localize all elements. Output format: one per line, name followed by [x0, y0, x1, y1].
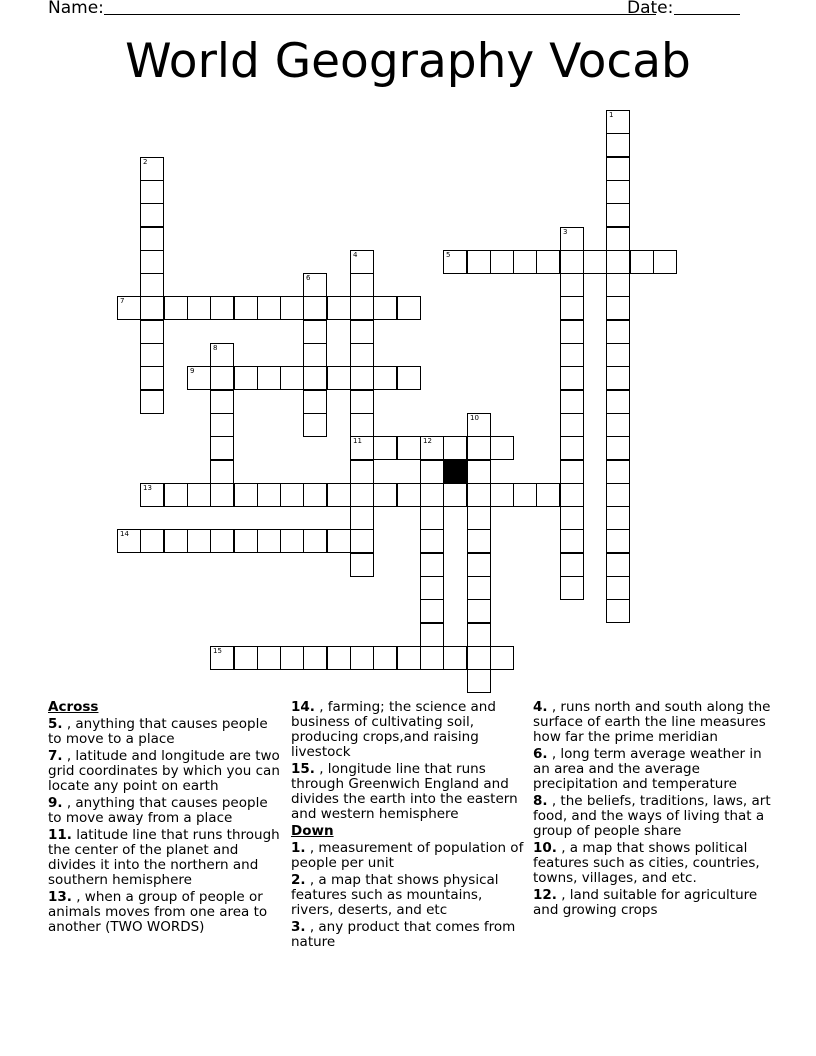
grid-cell[interactable]	[443, 646, 467, 670]
clue-number: 14.	[291, 699, 315, 715]
clue-text: , anything that causes people to move away from a place	[48, 795, 268, 826]
grid-cell[interactable]	[606, 320, 630, 344]
grid-cell[interactable]	[443, 436, 467, 460]
grid-cell[interactable]	[397, 296, 421, 320]
clue-down-2	[291, 873, 527, 918]
grid-cell[interactable]	[350, 646, 374, 670]
grid-cell[interactable]	[420, 576, 444, 600]
grid-cell[interactable]	[210, 529, 234, 553]
grid-cell[interactable]	[560, 529, 584, 553]
grid-cell[interactable]	[164, 483, 188, 507]
grid-cell[interactable]	[234, 483, 258, 507]
grid-cell[interactable]	[234, 529, 258, 553]
grid-cell[interactable]	[420, 483, 444, 507]
page-title: World Geography Vocab	[125, 34, 691, 89]
grid-cell[interactable]	[560, 273, 584, 297]
grid-cell[interactable]	[280, 296, 304, 320]
grid-cell[interactable]	[280, 366, 304, 390]
clue-text: , the beliefs, traditions, laws, art food, and the ways of living that a group of people share	[533, 793, 771, 839]
grid-cell[interactable]	[606, 250, 630, 274]
grid-cell[interactable]	[350, 460, 374, 484]
grid-cell[interactable]	[490, 250, 514, 274]
grid-cell[interactable]	[350, 529, 374, 553]
grid-cell[interactable]	[606, 296, 630, 320]
clue-number: 4.	[533, 699, 548, 715]
grid-cell[interactable]	[303, 273, 327, 297]
grid-cell[interactable]	[606, 390, 630, 414]
grid-cell[interactable]	[560, 506, 584, 530]
grid-cell[interactable]	[140, 203, 164, 227]
clue-across-11	[48, 828, 284, 888]
grid-cell[interactable]	[443, 250, 467, 274]
clue-down-3	[291, 920, 527, 950]
grid-cell[interactable]	[140, 296, 164, 320]
grid-cell[interactable]	[560, 436, 584, 460]
grid-cell[interactable]	[443, 483, 467, 507]
grid-cell[interactable]	[257, 483, 281, 507]
grid-cell[interactable]	[373, 483, 397, 507]
grid-cell[interactable]	[350, 390, 374, 414]
grid-cell[interactable]	[350, 483, 374, 507]
grid-cell[interactable]	[140, 483, 164, 507]
blocked-cell	[443, 460, 467, 484]
grid-cell[interactable]	[606, 133, 630, 157]
grid-cell[interactable]	[210, 436, 234, 460]
grid-cell[interactable]	[210, 646, 234, 670]
grid-cell[interactable]	[117, 529, 141, 553]
grid-cell[interactable]	[606, 227, 630, 251]
clue-number-label: 15	[213, 647, 222, 655]
name-label: Name:	[48, 0, 104, 18]
grid-cell[interactable]	[140, 529, 164, 553]
clue-column-2	[291, 700, 527, 952]
clue-number: 1.	[291, 840, 306, 856]
clue-text: , measurement of population of people per unit	[291, 840, 524, 871]
grid-cell[interactable]	[140, 343, 164, 367]
grid-cell[interactable]	[140, 273, 164, 297]
clue-text: , when a group of people or animals moves from one area to another (TWO WORDS)	[48, 889, 268, 935]
grid-cell[interactable]	[350, 366, 374, 390]
grid-cell[interactable]	[350, 273, 374, 297]
grid-cell[interactable]	[467, 623, 491, 647]
grid-cell[interactable]	[467, 250, 491, 274]
grid-cell[interactable]	[467, 436, 491, 460]
grid-cell[interactable]	[373, 646, 397, 670]
clue-down-12	[533, 888, 773, 918]
clue-number-label: 14	[120, 530, 129, 538]
clue-down-1	[291, 841, 527, 871]
grid-cell[interactable]	[560, 296, 584, 320]
clue-text: , a map that shows political features such as cities, countries, towns, villages, and etc.	[533, 840, 760, 886]
clue-number: 6.	[533, 746, 548, 762]
grid-cell[interactable]	[140, 157, 164, 181]
clue-text: , farming; the science and business of cultivating soil, producing crops,and raising livestock	[291, 699, 496, 760]
grid-cell[interactable]	[140, 390, 164, 414]
clue-across-15	[291, 762, 527, 822]
clue-number: 13.	[48, 889, 72, 905]
clue-number: 5.	[48, 716, 63, 732]
clue-number: 3.	[291, 919, 306, 935]
grid-cell[interactable]	[606, 110, 630, 134]
clue-down-10	[533, 841, 773, 886]
grid-cell[interactable]	[303, 390, 327, 414]
grid-cell[interactable]	[373, 366, 397, 390]
grid-cell[interactable]	[606, 506, 630, 530]
down-heading: Down	[291, 823, 334, 839]
clue-text: , long term average weather in an area and the average precipitation and temperature	[533, 746, 762, 792]
grid-cell[interactable]	[560, 390, 584, 414]
date-label: Date:	[627, 0, 674, 18]
grid-cell[interactable]	[560, 343, 584, 367]
grid-cell[interactable]	[606, 366, 630, 390]
grid-cell[interactable]	[303, 413, 327, 437]
clue-across-13	[48, 890, 284, 935]
grid-cell[interactable]	[560, 250, 584, 274]
clue-across-5	[48, 717, 284, 747]
grid-cell[interactable]	[140, 180, 164, 204]
grid-cell[interactable]	[420, 599, 444, 623]
grid-cell[interactable]	[606, 343, 630, 367]
grid-cell[interactable]	[350, 506, 374, 530]
grid-cell[interactable]	[420, 646, 444, 670]
grid-cell[interactable]	[606, 203, 630, 227]
grid-cell[interactable]	[606, 436, 630, 460]
grid-cell[interactable]	[490, 646, 514, 670]
grid-cell[interactable]	[187, 483, 211, 507]
grid-cell[interactable]	[560, 320, 584, 344]
grid-cell[interactable]	[210, 366, 234, 390]
grid-cell[interactable]	[350, 553, 374, 577]
clue-number-label: 9	[190, 367, 195, 375]
grid-cell[interactable]	[164, 296, 188, 320]
grid-cell[interactable]	[373, 436, 397, 460]
grid-cell[interactable]	[560, 553, 584, 577]
grid-cell[interactable]	[606, 576, 630, 600]
clue-text: , latitude and longitude are two grid coordinates by which you can locate any point on earth	[48, 748, 280, 794]
grid-cell[interactable]	[397, 646, 421, 670]
grid-cell[interactable]	[420, 553, 444, 577]
clue-text: , land suitable for agriculture and growing crops	[533, 887, 758, 918]
grid-cell[interactable]	[257, 366, 281, 390]
clue-column-3	[533, 700, 773, 920]
grid-cell[interactable]	[560, 576, 584, 600]
grid-cell[interactable]	[606, 413, 630, 437]
grid-cell[interactable]	[467, 669, 491, 693]
grid-cell[interactable]	[606, 460, 630, 484]
grid-cell[interactable]	[210, 460, 234, 484]
grid-cell[interactable]	[234, 366, 258, 390]
clue-number: 10.	[533, 840, 557, 856]
clue-text: , any product that comes from nature	[291, 919, 516, 950]
grid-cell[interactable]	[140, 366, 164, 390]
clue-number-label: 7	[120, 297, 125, 305]
grid-cell[interactable]	[303, 366, 327, 390]
grid-cell[interactable]	[327, 296, 351, 320]
grid-cell[interactable]	[280, 646, 304, 670]
clue-number: 12.	[533, 887, 557, 903]
grid-cell[interactable]	[140, 250, 164, 274]
grid-cell[interactable]	[350, 250, 374, 274]
clue-number-label: 5	[446, 251, 451, 259]
grid-cell[interactable]	[327, 366, 351, 390]
grid-cell[interactable]	[420, 436, 444, 460]
grid-cell[interactable]	[350, 413, 374, 437]
grid-cell[interactable]	[560, 227, 584, 251]
clue-down-8	[533, 794, 773, 839]
grid-cell[interactable]	[210, 296, 234, 320]
clue-number-label: 8	[213, 344, 218, 352]
clue-text: , anything that causes people to move to a place	[48, 716, 268, 747]
grid-cell[interactable]	[280, 483, 304, 507]
grid-cell[interactable]	[490, 436, 514, 460]
clue-number-label: 13	[143, 484, 152, 492]
clue-across-7	[48, 749, 284, 794]
grid-cell[interactable]	[117, 296, 141, 320]
grid-cell[interactable]	[187, 366, 211, 390]
clues-section	[0, 700, 816, 1040]
grid-cell[interactable]	[210, 343, 234, 367]
grid-cell[interactable]	[606, 483, 630, 507]
clue-number-label: 11	[353, 437, 362, 445]
grid-cell[interactable]	[327, 646, 351, 670]
grid-cell[interactable]	[397, 366, 421, 390]
clue-column-1	[48, 700, 284, 937]
grid-cell[interactable]	[234, 646, 258, 670]
grid-cell[interactable]	[467, 646, 491, 670]
clue-text: , longitude line that runs through Greenwich England and divides the earth into the eastern and western hemisphere	[291, 761, 518, 822]
grid-cell[interactable]	[513, 483, 537, 507]
grid-cell[interactable]	[257, 529, 281, 553]
clue-number-label: 2	[143, 158, 148, 166]
grid-cell[interactable]	[257, 296, 281, 320]
grid-cell[interactable]	[467, 599, 491, 623]
grid-cell[interactable]	[187, 296, 211, 320]
grid-cell[interactable]	[397, 483, 421, 507]
clue-across-9	[48, 796, 284, 826]
clue-number-label: 6	[306, 274, 311, 282]
grid-cell[interactable]	[630, 250, 654, 274]
grid-cell[interactable]	[303, 343, 327, 367]
clue-text: , runs north and south along the surface of earth the line measures how far the prime meridian	[533, 699, 771, 745]
grid-cell[interactable]	[350, 343, 374, 367]
grid-cell[interactable]	[164, 529, 188, 553]
grid-cell[interactable]	[606, 599, 630, 623]
grid-cell[interactable]	[303, 529, 327, 553]
grid-cell[interactable]	[467, 553, 491, 577]
grid-cell[interactable]	[606, 529, 630, 553]
grid-cell[interactable]	[280, 529, 304, 553]
clue-across-14	[291, 700, 527, 760]
grid-cell[interactable]	[467, 506, 491, 530]
grid-cell[interactable]	[420, 506, 444, 530]
grid-cell[interactable]	[490, 483, 514, 507]
grid-cell[interactable]	[140, 227, 164, 251]
grid-cell[interactable]	[397, 436, 421, 460]
grid-cell[interactable]	[467, 460, 491, 484]
clue-number-label: 10	[470, 414, 479, 422]
grid-cell[interactable]	[210, 483, 234, 507]
grid-cell[interactable]	[467, 483, 491, 507]
clue-text: , a map that shows physical features such as mountains, rivers, deserts, and etc	[291, 872, 499, 918]
grid-cell[interactable]	[210, 413, 234, 437]
clue-number: 15.	[291, 761, 315, 777]
clue-number-label: 12	[423, 437, 432, 445]
grid-cell[interactable]	[350, 436, 374, 460]
grid-cell[interactable]	[327, 529, 351, 553]
grid-cell[interactable]	[467, 529, 491, 553]
grid-cell[interactable]	[653, 250, 677, 274]
across-heading: Across	[48, 699, 99, 715]
grid-cell[interactable]	[420, 460, 444, 484]
clue-number-label: 3	[563, 228, 568, 236]
grid-cell[interactable]	[513, 250, 537, 274]
clue-number: 7.	[48, 748, 63, 764]
clue-number-label: 4	[353, 251, 358, 259]
grid-cell[interactable]	[560, 483, 584, 507]
grid-cell[interactable]	[467, 413, 491, 437]
clue-text: latitude line that runs through the center of the planet and divides it into the northern and southern hemisphere	[48, 827, 280, 888]
grid-cell[interactable]	[303, 296, 327, 320]
grid-cell[interactable]	[303, 483, 327, 507]
clue-number: 2.	[291, 872, 306, 888]
grid-cell[interactable]	[210, 390, 234, 414]
grid-cell[interactable]	[350, 296, 374, 320]
grid-cell[interactable]	[234, 296, 258, 320]
clue-number-label: 1	[609, 111, 614, 119]
grid-cell[interactable]	[257, 646, 281, 670]
grid-cell[interactable]	[583, 250, 607, 274]
grid-cell[interactable]	[327, 483, 351, 507]
grid-cell[interactable]	[536, 250, 560, 274]
grid-cell[interactable]	[303, 646, 327, 670]
clue-down-6	[533, 747, 773, 792]
grid-cell[interactable]	[420, 529, 444, 553]
grid-cell[interactable]	[606, 180, 630, 204]
grid-cell[interactable]	[187, 529, 211, 553]
grid-cell[interactable]	[350, 320, 374, 344]
clue-number: 11.	[48, 827, 72, 843]
clue-number: 9.	[48, 795, 63, 811]
grid-cell[interactable]	[606, 273, 630, 297]
grid-cell[interactable]	[606, 157, 630, 181]
grid-cell[interactable]	[373, 296, 397, 320]
clue-number: 8.	[533, 793, 548, 809]
grid-cell[interactable]	[560, 460, 584, 484]
grid-cell[interactable]	[560, 366, 584, 390]
grid-cell[interactable]	[420, 623, 444, 647]
grid-cell[interactable]	[140, 320, 164, 344]
clue-down-4	[533, 700, 773, 745]
grid-cell[interactable]	[467, 576, 491, 600]
grid-cell[interactable]	[536, 483, 560, 507]
grid-cell[interactable]	[303, 320, 327, 344]
grid-cell[interactable]	[560, 413, 584, 437]
grid-cell[interactable]	[606, 553, 630, 577]
